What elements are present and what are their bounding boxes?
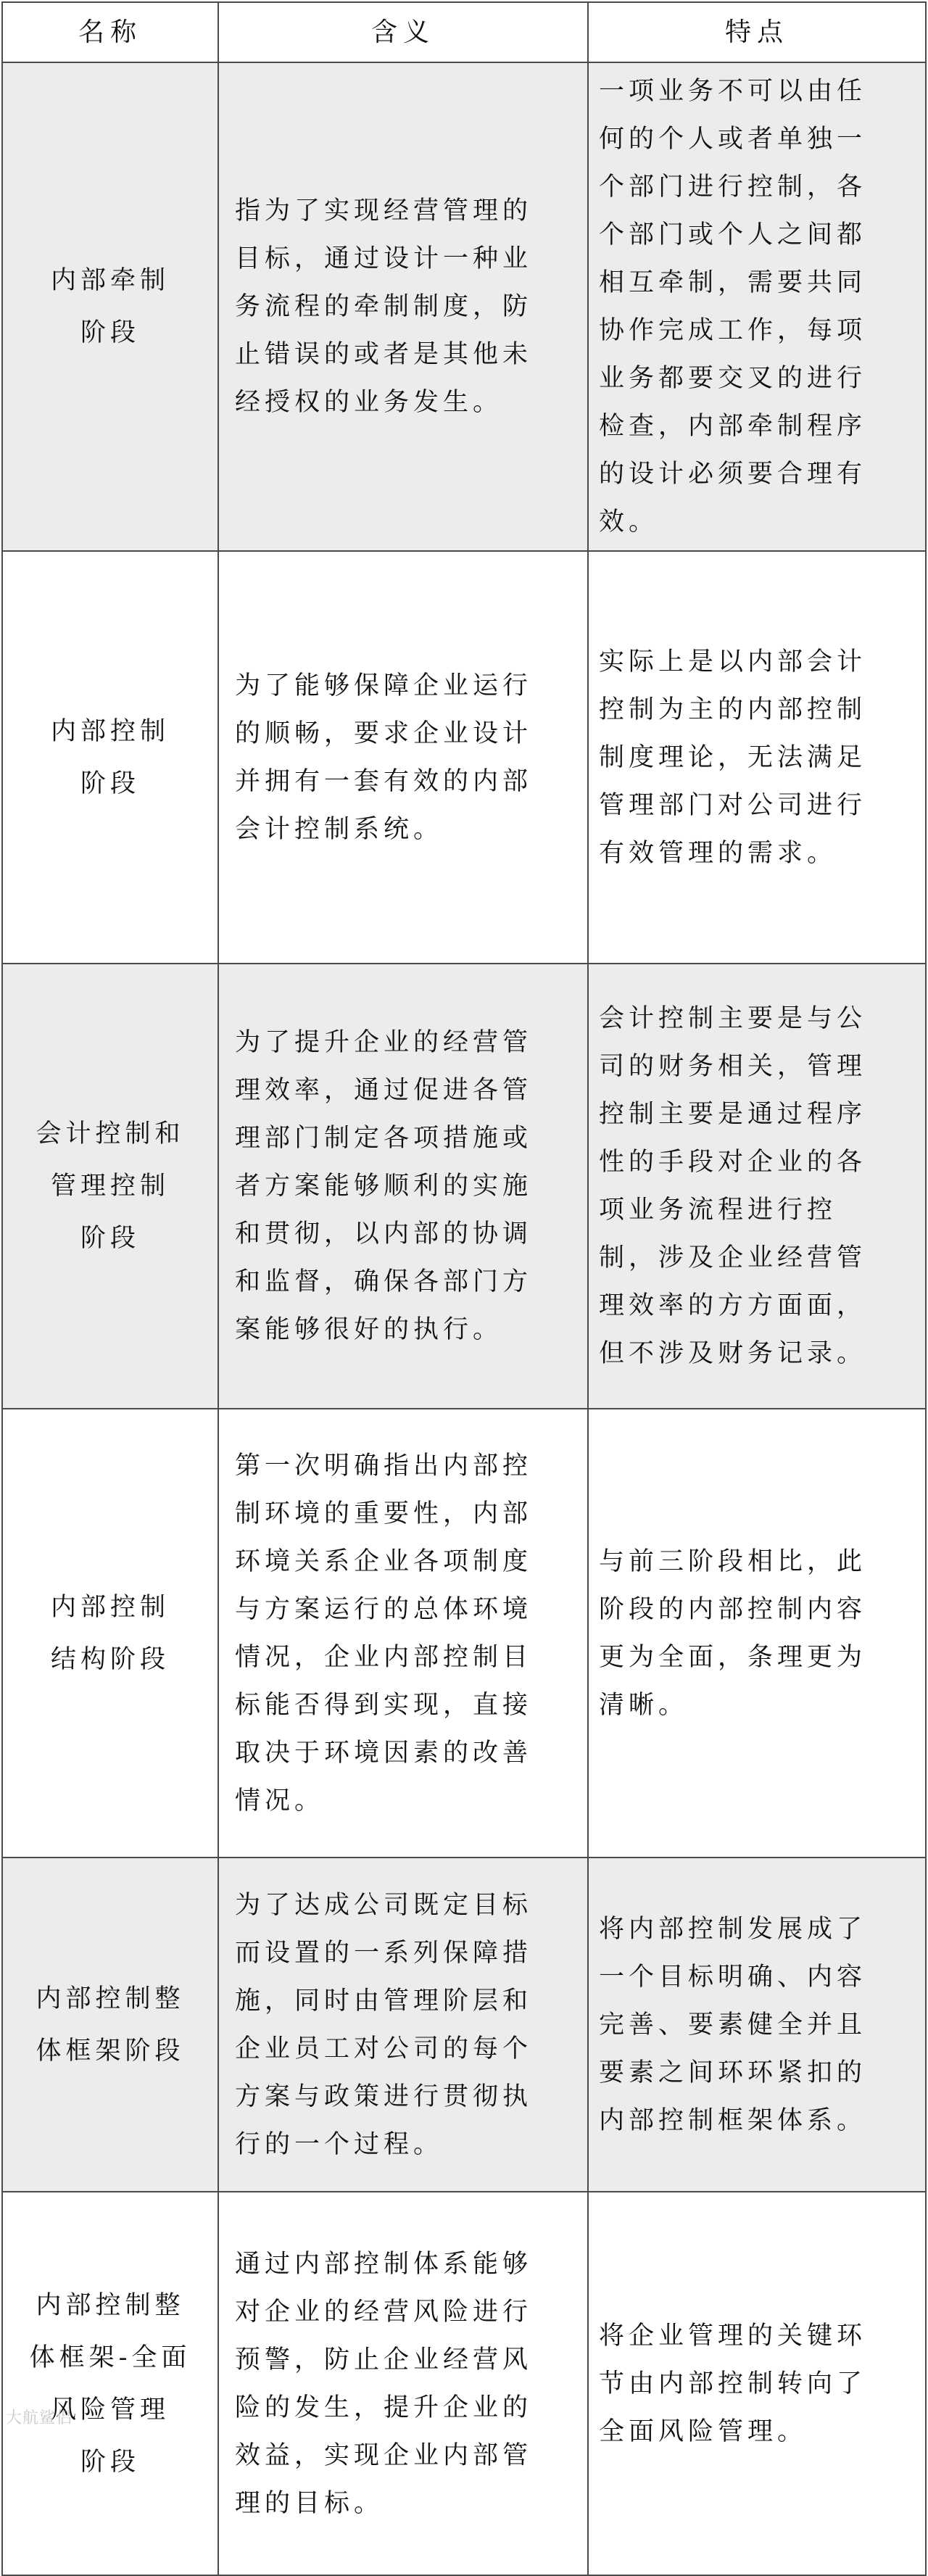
meaning-cell bbox=[218, 2192, 588, 2575]
stage-name-cell bbox=[2, 1409, 218, 1858]
meaning-line: 第一次明确指出内部控 bbox=[235, 1451, 533, 1480]
feature-line: 业务都要交叉的进行 bbox=[599, 364, 867, 393]
meaning-line: 方案与政策进行贯彻执 bbox=[235, 2082, 533, 2111]
meaning-line: 目标，通过设计一种业 bbox=[235, 244, 533, 273]
stage-name-line: 内部控制 bbox=[50, 1592, 170, 1622]
table-row bbox=[2, 551, 926, 964]
feature-cell bbox=[588, 551, 926, 964]
meaning-line: 情况。 bbox=[235, 1786, 325, 1815]
feature-line: 协作完成工作，每项 bbox=[599, 316, 867, 345]
feature-line: 将内部控制发展成了 bbox=[599, 1914, 867, 1944]
feature-line: 的设计必须要合理有 bbox=[599, 460, 867, 489]
meaning-line: 并拥有一套有效的内部 bbox=[235, 766, 533, 796]
stage-name-cell bbox=[2, 2192, 218, 2575]
meaning-line: 取决于环境因素的改善 bbox=[235, 1738, 533, 1768]
meaning-line: 通过内部控制体系能够 bbox=[235, 2249, 533, 2279]
meaning-line: 环境关系企业各项制度 bbox=[235, 1546, 533, 1576]
stage-name-cell bbox=[2, 1858, 218, 2192]
stage-name-cell bbox=[2, 62, 218, 551]
meaning-line: 预警，防止企业经营风 bbox=[235, 2345, 533, 2374]
feature-line: 阶段的内部控制内容 bbox=[599, 1594, 867, 1624]
stage-name-line: 阶段 bbox=[80, 1224, 140, 1253]
meaning-line: 的顺畅，要求企业设计 bbox=[235, 718, 533, 748]
feature-cell bbox=[588, 62, 926, 551]
stage-name-line: 风险管理 bbox=[50, 2395, 170, 2424]
meaning-line: 对企业的经营风险进行 bbox=[235, 2297, 533, 2327]
stage-name-line: 内部控制整 bbox=[36, 1984, 185, 2013]
meaning-line: 和贯彻，以内部的协调 bbox=[235, 1219, 533, 1248]
stage-name-line: 体框架-全面 bbox=[29, 2343, 191, 2372]
header-name: 名称 bbox=[2, 2, 218, 62]
feature-line: 理效率的方方面面， bbox=[599, 1291, 867, 1320]
stage-name-line: 内部控制 bbox=[50, 716, 170, 746]
stage-name-line: 会计控制和 bbox=[36, 1119, 185, 1148]
feature-line: 管理部门对公司进行 bbox=[599, 790, 867, 820]
table-row bbox=[2, 62, 926, 551]
meaning-line: 为了达成公司既定目标 bbox=[235, 1890, 533, 1920]
meaning-line: 施，同时由管理阶层和 bbox=[235, 1986, 533, 2016]
stage-name-line: 结构阶段 bbox=[50, 1644, 170, 1674]
feature-cell bbox=[588, 964, 926, 1409]
meaning-cell bbox=[218, 551, 588, 964]
feature-line: 个部门或个人之间都 bbox=[599, 220, 867, 249]
meaning-line: 标能否得到实现，直接 bbox=[235, 1690, 533, 1720]
feature-cell bbox=[588, 1409, 926, 1858]
meaning-line: 指为了实现经营管理的 bbox=[235, 196, 533, 225]
stage-name-line: 内部控制整 bbox=[36, 2290, 185, 2320]
meaning-line: 经授权的业务发生。 bbox=[235, 388, 503, 417]
feature-line: 效。 bbox=[599, 508, 659, 537]
feature-line: 但不涉及财务记录。 bbox=[599, 1339, 867, 1368]
feature-line: 制，涉及企业经营管 bbox=[599, 1243, 867, 1272]
feature-line: 相互牵制，需要共同 bbox=[599, 268, 867, 297]
header-feature: 特点 bbox=[588, 2, 926, 62]
header-row bbox=[2, 2, 926, 62]
feature-line: 何的个人或者单独一 bbox=[599, 125, 867, 154]
meaning-cell bbox=[218, 62, 588, 551]
table-row bbox=[2, 964, 926, 1409]
meaning-line: 为了提升企业的经营管 bbox=[235, 1028, 533, 1057]
feature-line: 将企业管理的关键环 bbox=[599, 2321, 867, 2351]
feature-line: 制度理论，无法满足 bbox=[599, 742, 867, 772]
feature-line: 更为全面，条理更为 bbox=[599, 1642, 867, 1672]
meaning-line: 制环境的重要性，内部 bbox=[235, 1499, 533, 1528]
meaning-cell bbox=[218, 1409, 588, 1858]
table-row bbox=[2, 1409, 926, 1858]
feature-line: 要素之间环环紧扣的 bbox=[599, 2058, 867, 2087]
feature-line: 一个目标明确、内容 bbox=[599, 1962, 867, 1992]
table-row bbox=[2, 2192, 926, 2575]
stage-name-line: 阶段 bbox=[80, 318, 140, 347]
feature-line: 控制主要是通过程序 bbox=[599, 1100, 867, 1129]
feature-line: 完善、要素健全并且 bbox=[599, 2010, 867, 2039]
feature-line: 节由内部控制转向了 bbox=[599, 2369, 867, 2398]
feature-line: 有效管理的需求。 bbox=[599, 838, 837, 868]
meaning-line: 者方案能够顺利的实施 bbox=[235, 1172, 533, 1201]
feature-line: 司的财务相关，管理 bbox=[599, 1052, 867, 1081]
meaning-line: 与方案运行的总体环境 bbox=[235, 1594, 533, 1624]
meaning-line: 效益，实现企业内部管 bbox=[235, 2440, 533, 2470]
meaning-line: 企业员工对公司的每个 bbox=[235, 2034, 533, 2063]
feature-line: 检查，内部牵制程序 bbox=[599, 412, 867, 441]
feature-line: 会计控制主要是与公 bbox=[599, 1004, 867, 1033]
feature-line: 内部控制框架体系。 bbox=[599, 2105, 867, 2135]
stage-name-cell bbox=[2, 964, 218, 1409]
stage-name-line: 阶段 bbox=[80, 769, 140, 798]
meaning-cell bbox=[218, 1858, 588, 2192]
feature-line: 性的手段对企业的各 bbox=[599, 1148, 867, 1177]
meaning-line: 和监督，确保各部门方 bbox=[235, 1267, 533, 1296]
meaning-line: 行的一个过程。 bbox=[235, 2129, 444, 2159]
meaning-line: 理部门制定各项措施或 bbox=[235, 1124, 533, 1153]
header-meaning: 含义 bbox=[218, 2, 588, 62]
meaning-line: 理的目标。 bbox=[235, 2488, 384, 2518]
feature-line: 与前三阶段相比，此 bbox=[599, 1546, 867, 1576]
feature-cell bbox=[588, 2192, 926, 2575]
feature-line: 实际上是以内部会计 bbox=[599, 647, 867, 676]
stage-name-cell bbox=[2, 551, 218, 964]
feature-line: 项业务流程进行控 bbox=[599, 1196, 837, 1225]
meaning-line: 为了能够保障企业运行 bbox=[235, 671, 533, 700]
meaning-line: 险的发生，提升企业的 bbox=[235, 2393, 533, 2422]
meaning-line: 情况，企业内部控制目 bbox=[235, 1642, 533, 1672]
feature-line: 清晰。 bbox=[599, 1690, 689, 1720]
meaning-line: 而设置的一系列保障措 bbox=[235, 1938, 533, 1968]
stage-name-line: 管理控制 bbox=[50, 1172, 170, 1201]
stage-name-line: 内部牵制 bbox=[50, 266, 170, 295]
stages-table bbox=[1, 1, 927, 2576]
meaning-line: 会计控制系统。 bbox=[235, 814, 444, 844]
watermark: 大航鲨侣 bbox=[6, 2409, 73, 2427]
meaning-cell bbox=[218, 964, 588, 1409]
feature-line: 一项业务不可以由任 bbox=[599, 77, 867, 106]
feature-line: 控制为主的内部控制 bbox=[599, 695, 867, 724]
meaning-line: 理效率，通过促进各管 bbox=[235, 1076, 533, 1105]
table-row bbox=[2, 1858, 926, 2192]
stage-name-line: 阶段 bbox=[80, 2447, 140, 2477]
feature-line: 个部门进行控制，各 bbox=[599, 173, 867, 202]
feature-cell bbox=[588, 1858, 926, 2192]
stage-name-line: 体框架阶段 bbox=[36, 2036, 185, 2066]
meaning-line: 止错误的或者是其他未 bbox=[235, 340, 533, 369]
meaning-line: 案能够很好的执行。 bbox=[235, 1315, 503, 1344]
feature-line: 全面风险管理。 bbox=[599, 2416, 808, 2446]
meaning-line: 务流程的牵制制度，防 bbox=[235, 292, 533, 321]
